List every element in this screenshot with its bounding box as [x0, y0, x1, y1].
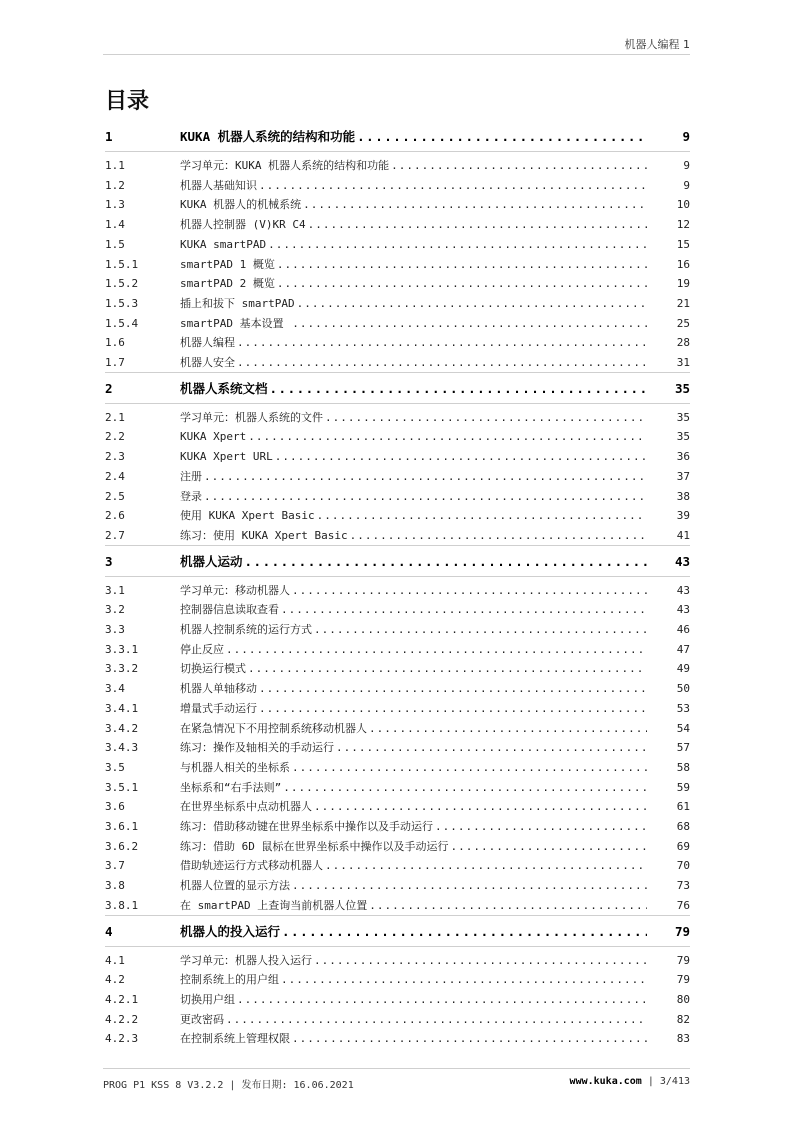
toc-entry-number: 3.6.1: [105, 820, 139, 833]
toc-entry-page: 49: [676, 662, 690, 676]
toc-chapter-row[interactable]: [105, 128, 690, 146]
footer-website-link[interactable]: www.kuka.com: [569, 1076, 642, 1087]
toc-entry-title-text: 停止反应: [180, 642, 224, 656]
toc-row[interactable]: [105, 409, 690, 427]
toc-entry-page: 35: [674, 380, 690, 396]
toc-row[interactable]: [105, 660, 690, 678]
toc-entry-page: 31: [676, 356, 690, 369]
toc-chapter-row[interactable]: [105, 923, 690, 941]
toc-chapter-row[interactable]: [105, 553, 690, 571]
toc-row[interactable]: [105, 295, 690, 313]
footer-doc-info: PROG P1 KSS 8 V3.2.2 | 发布日期: 16.06.2021: [103, 1080, 354, 1091]
toc-row[interactable]: [105, 468, 690, 486]
toc-entry-number: 2.2: [105, 430, 125, 444]
toc-entry-number: 3.6: [105, 800, 125, 814]
toc-entry-page: 57: [676, 741, 690, 755]
toc-row[interactable]: [105, 818, 690, 836]
toc-entry-title: [180, 428, 647, 446]
toc-entry-title-text: 使用 KUKA Xpert Basic: [180, 509, 315, 523]
header-title: 机器人编程 1: [624, 38, 690, 51]
toc-entry-title: [180, 798, 647, 816]
toc-row[interactable]: [105, 582, 690, 600]
toc-entry-number: 3.6.2: [105, 839, 139, 853]
toc-entry-title-text: 在 smartPAD 上查询当前机器人位置: [180, 898, 368, 912]
chapter-divider: [105, 946, 690, 947]
toc-entry-title: [180, 971, 647, 989]
chapter-divider: [105, 403, 690, 404]
chapter-divider: [105, 372, 690, 373]
toc-entry-number: 2.6: [105, 509, 125, 523]
toc-entry-page: 50: [676, 682, 690, 696]
toc-row[interactable]: [105, 680, 690, 698]
toc-entry-number: 4.1: [105, 953, 125, 967]
toc-entry-title: [180, 488, 647, 506]
toc-entry-number: 3.2: [105, 603, 125, 617]
toc-row[interactable]: [105, 488, 690, 506]
toc-row[interactable]: [105, 739, 690, 757]
toc-entry-page: 82: [676, 1012, 690, 1026]
footer-right: [570, 1076, 690, 1087]
toc-entry-title: [180, 334, 647, 352]
toc-entry-number: 4.2.2: [105, 1012, 139, 1026]
toc-entry-page: 73: [676, 879, 690, 893]
chapter-divider: [105, 576, 690, 577]
toc-entry-page: 41: [676, 528, 690, 542]
toc-entry-title-text: 机器人的投入运行: [180, 923, 281, 939]
toc-entry-title-text: 机器人系统文档: [180, 380, 268, 396]
toc-entry-title-text: 机器人控制系统的运行方式: [180, 623, 312, 636]
toc-entry-page: 9: [683, 178, 690, 192]
toc-entry-title-text: 学习单元：KUKA 机器人系统的结构和功能: [180, 159, 390, 172]
toc-entry-page: 79: [676, 953, 690, 967]
toc-entry-title-text: 学习单元：机器人投入运行: [180, 953, 312, 967]
toc-entry-title-text: 机器人编程: [180, 336, 235, 350]
toc-entry-number: 3.3.1: [105, 642, 139, 656]
toc-entry-title-text: 注册: [180, 469, 202, 483]
toc-entry-title: [180, 877, 647, 895]
toc-entry-title-text: 与机器人相关的坐标系: [180, 760, 290, 774]
toc-row[interactable]: [105, 952, 690, 970]
toc-entry-title-text: 学习单元：机器人系统的文件: [180, 410, 323, 424]
toc-entry-title: [180, 641, 647, 659]
toc-entry-title-text: 机器人安全: [180, 356, 235, 369]
toc-entry-title-text: 切换运行模式: [180, 662, 246, 676]
chapter-divider: [105, 915, 690, 916]
toc-entry-title: [180, 897, 647, 915]
toc-entry-number: 3.4.3: [105, 741, 139, 755]
toc-entry-page: 69: [676, 839, 690, 853]
toc-entry-title: [180, 857, 647, 875]
toc-row[interactable]: [105, 759, 690, 777]
toc-entry-page: 35: [676, 410, 690, 424]
toc-row[interactable]: [105, 428, 690, 446]
toc-entry-title: [180, 275, 647, 293]
footer-page-number: 3/413: [659, 1076, 690, 1087]
toc-entry-page: 15: [676, 237, 690, 251]
toc-entry-page: 9: [683, 159, 690, 172]
toc-entry-page: 59: [676, 780, 690, 794]
toc-entry-title: [180, 739, 647, 757]
toc-entry-number: 1.3: [105, 198, 125, 212]
toc-entry-title: [180, 236, 647, 254]
toc-row[interactable]: [105, 838, 690, 856]
toc-entry-title: [180, 923, 647, 941]
toc-entry-number: 3.4: [105, 682, 125, 696]
toc-entry-number: 4: [105, 923, 113, 939]
toc-row[interactable]: [105, 354, 690, 372]
toc-row[interactable]: [105, 601, 690, 619]
toc-entry-number: 4.2.1: [105, 992, 139, 1006]
toc-entry-page: 68: [676, 820, 690, 833]
toc-entry-title-text: KUKA smartPAD: [180, 237, 267, 251]
toc-entry-title-text: 练习：操作及轴相关的手动运行: [180, 741, 334, 755]
toc-entry-number: 1.4: [105, 218, 125, 232]
toc-entry-title-text: 机器人位置的显示方法: [180, 879, 290, 893]
toc-entry-title: [180, 720, 647, 738]
toc-entry-number: 2.1: [105, 410, 125, 424]
toc-entry-title-text: 在控制系统上管理权限: [180, 1032, 290, 1046]
toc-entry-title-text: smartPAD 2 概览: [180, 277, 275, 291]
toc-entry-title: [180, 1030, 647, 1048]
toc-entry-title: [180, 380, 647, 398]
toc-entry-number: 1.6: [105, 336, 125, 350]
toc-entry-page: 43: [674, 553, 690, 569]
toc-entry-title-text: 插上和拔下 smartPAD: [180, 296, 295, 310]
toc-entry-page: 76: [676, 898, 690, 912]
toc-entry-page: 35: [676, 430, 690, 444]
toc-entry-page: 28: [676, 336, 690, 350]
toc-entry-number: 3.7: [105, 859, 125, 873]
toc-entry-number: 3.1: [105, 583, 125, 597]
toc-row[interactable]: [105, 700, 690, 718]
toc-row[interactable]: [105, 196, 690, 214]
toc-row[interactable]: [105, 877, 690, 895]
toc-row[interactable]: [105, 275, 690, 293]
chapter-divider: [105, 151, 690, 152]
page-footer: [103, 1068, 690, 1093]
toc-entry-title: [180, 680, 647, 698]
toc-entry-number: 3.3.2: [105, 662, 139, 676]
toc-entry-page: 79: [674, 923, 690, 939]
toc-row[interactable]: [105, 857, 690, 875]
toc-entry-page: 47: [676, 642, 690, 656]
toc-entry-page: 83: [676, 1032, 690, 1046]
toc-entry-title: [180, 818, 647, 836]
toc-entry-page: 12: [676, 218, 690, 232]
toc-entry-page: 46: [676, 623, 690, 636]
toc-entry-number: 3.4.2: [105, 721, 139, 735]
toc-row[interactable]: [105, 779, 690, 797]
toc-entry-page: 16: [676, 257, 690, 271]
toc-entry-number: 2.4: [105, 469, 125, 483]
toc-entry-number: 1.5.4: [105, 316, 139, 330]
toc-row[interactable]: [105, 448, 690, 466]
toc-entry-page: 70: [676, 859, 690, 873]
toc-entry-title-text: 增量式手动运行: [180, 701, 257, 715]
toc-entry-title-text: smartPAD 基本设置: [180, 316, 291, 330]
toc-row[interactable]: [105, 315, 690, 333]
toc-entry-number: 1.5: [105, 237, 125, 251]
toc-entry-title: [180, 991, 647, 1009]
toc-entry-title-text: KUKA Xpert URL: [180, 450, 273, 464]
toc-entry-title: [180, 216, 647, 234]
toc-entry-number: 1.5.2: [105, 277, 139, 291]
toc-entry-title: [180, 660, 647, 678]
toc-entry-page: 43: [676, 583, 690, 597]
toc-row[interactable]: [105, 334, 690, 352]
toc-entry-number: 3.8.1: [105, 898, 139, 912]
toc-entry-title-text: smartPAD 1 概览: [180, 257, 275, 271]
toc-entry-number: 1.5.3: [105, 296, 139, 310]
toc-entry-title: [180, 621, 647, 639]
toc-row[interactable]: [105, 897, 690, 915]
toc-row[interactable]: [105, 971, 690, 989]
toc-entry-number: 3.5.1: [105, 780, 139, 794]
toc-entry-page: 10: [676, 198, 690, 212]
toc-entry-number: 4.2: [105, 973, 125, 987]
toc-entry-title: [180, 448, 647, 466]
toc-row[interactable]: [105, 507, 690, 525]
toc-entry-title: [180, 157, 647, 175]
toc-entry-title-text: KUKA 机器人系统的结构和功能: [180, 129, 356, 144]
toc-entry-title-text: 练习：借助移动键在世界坐标系中操作以及手动运行: [180, 820, 433, 833]
toc-entry-title-text: 机器人单轴移动: [180, 682, 257, 696]
toc-row[interactable]: [105, 1030, 690, 1048]
toc-entry-title: [180, 582, 647, 600]
toc-entry-number: 3: [105, 553, 113, 569]
toc-row[interactable]: [105, 621, 690, 639]
toc-entry-page: 43: [676, 603, 690, 617]
toc-entry-page: 37: [676, 469, 690, 483]
toc-entry-page: 38: [676, 489, 690, 503]
toc-entry-number: 4.2.3: [105, 1032, 139, 1046]
toc-entry-title-text: 切换用户组: [180, 992, 235, 1006]
toc-entry-page: 39: [676, 509, 690, 523]
toc-entry-page: 80: [676, 992, 690, 1006]
toc-entry-number: 2.3: [105, 450, 125, 464]
toc-entry-title: [180, 128, 647, 146]
toc-entry-page: 61: [676, 800, 690, 814]
toc-entry-title-text: 学习单元：移动机器人: [180, 583, 290, 597]
toc-entry-title: [180, 177, 647, 195]
toc-entry-title-text: 借助轨迹运行方式移动机器人: [180, 859, 323, 873]
toc-chapter-row[interactable]: [105, 380, 690, 398]
toc-entry-title-text: 在世界坐标系中点动机器人: [180, 800, 312, 814]
toc-entry-number: 1.7: [105, 356, 125, 369]
toc-entry-title: [180, 1011, 647, 1029]
toc-entry-title: [180, 759, 647, 777]
footer-separator: |: [647, 1076, 654, 1087]
toc-entry-title: [180, 838, 647, 856]
toc-entry-title-text: 练习：使用 KUKA Xpert Basic: [180, 528, 348, 542]
toc-entry-page: 25: [676, 316, 690, 330]
toc-entry-title-text: KUKA 机器人的机械系统: [180, 198, 302, 212]
toc-entry-number: 3.4.1: [105, 701, 139, 715]
toc-entry-title: [180, 700, 647, 718]
toc-entry-title-text: 练习：借助 6D 鼠标在世界坐标系中操作以及手动运行: [180, 839, 449, 853]
toc-entry-title-text: 坐标系和“右手法则”: [180, 780, 282, 794]
toc-entry-number: 1.5.1: [105, 257, 139, 271]
toc-entry-title: [180, 256, 647, 274]
toc-entry-title: [180, 779, 647, 797]
toc-entry-title: [180, 295, 647, 313]
toc-entry-title-text: 控制系统上的用户组: [180, 973, 279, 987]
toc-entry-title-text: 登录: [180, 489, 202, 503]
toc-row[interactable]: [105, 527, 690, 545]
page-header: [103, 30, 690, 55]
toc-entry-title: [180, 196, 647, 214]
toc-entry-title: [180, 553, 647, 571]
toc-entry-title: [180, 507, 647, 525]
toc-entry-page: 19: [676, 277, 690, 291]
toc-entry-number: 3.8: [105, 879, 125, 893]
toc-entry-number: 2: [105, 380, 113, 396]
toc-row[interactable]: [105, 641, 690, 659]
toc-entry-title-text: 更改密码: [180, 1012, 224, 1026]
toc-entry-number: 1.1: [105, 159, 125, 172]
toc-entry-title-text: 在紧急情况下不用控制系统移动机器人: [180, 721, 367, 735]
toc-entry-number: 1: [105, 129, 113, 144]
toc-entry-title-text: 机器人基础知识: [180, 178, 257, 192]
toc-row[interactable]: [105, 991, 690, 1009]
toc-entry-number: 2.5: [105, 489, 125, 503]
toc-row[interactable]: [105, 216, 690, 234]
chapter-divider: [105, 545, 690, 546]
toc-row[interactable]: [105, 157, 690, 175]
toc-entry-title-text: 机器人运动: [180, 553, 243, 569]
toc-entry-title: [180, 952, 647, 970]
toc-entry-title: [180, 409, 647, 427]
toc-entry-number: 3.5: [105, 760, 125, 774]
toc-row[interactable]: [105, 256, 690, 274]
toc-entry-page: 54: [676, 721, 690, 735]
toc-row[interactable]: [105, 177, 690, 195]
toc-row[interactable]: [105, 798, 690, 816]
toc-entry-page: 36: [676, 450, 690, 464]
toc-entry-page: 58: [676, 760, 690, 774]
toc-entry-title-text: 控制器信息读取查看: [180, 603, 279, 617]
toc-entry-title: [180, 468, 647, 486]
toc-entry-title-text: 机器人控制器 (V)KR C4: [180, 218, 306, 232]
toc-entry-title-text: KUKA Xpert: [180, 430, 247, 444]
toc-row[interactable]: [105, 236, 690, 254]
toc-entry-title: [180, 601, 647, 619]
toc-entry-page: 9: [682, 129, 690, 144]
toc-entry-title: [180, 354, 647, 372]
toc-entry-number: 2.7: [105, 528, 125, 542]
toc-entry-page: 79: [676, 973, 690, 987]
toc-row[interactable]: [105, 720, 690, 738]
page-title: 目录: [105, 89, 150, 114]
toc-entry-title: [180, 315, 647, 333]
toc-entry-page: 21: [676, 296, 690, 310]
toc-entry-number: 1.2: [105, 178, 125, 192]
toc-entry-title: [180, 527, 647, 545]
toc-entry-page: 53: [676, 701, 690, 715]
toc-entry-number: 3.3: [105, 623, 125, 636]
toc-row[interactable]: [105, 1011, 690, 1029]
